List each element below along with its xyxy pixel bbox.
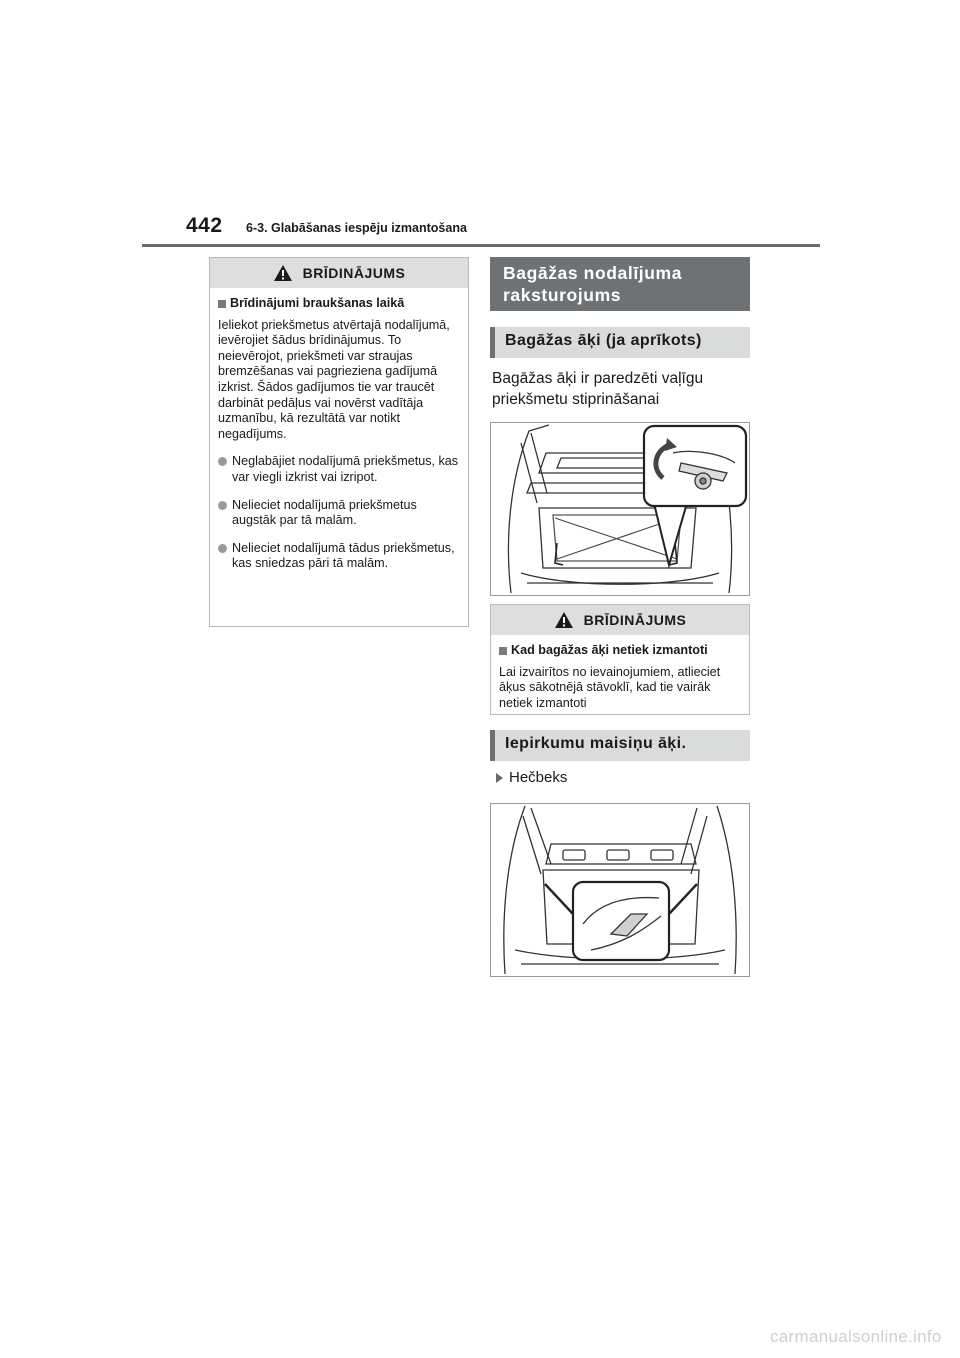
warning-box-left <box>209 257 469 627</box>
warning-box-right <box>490 604 750 715</box>
warning-bullet-text: Nelieciet nodalījumā priekšmetus augstāk par tā malām. <box>232 497 417 528</box>
square-bullet-icon <box>499 647 507 655</box>
warning-header <box>210 258 468 288</box>
square-bullet-icon <box>218 300 226 308</box>
warning-body <box>210 288 468 584</box>
warning-title: BRĪDINĀJUMS <box>583 612 687 628</box>
trunk-hooks-illustration <box>490 422 750 596</box>
warning-subheading-text: Brīdinājumi braukšanas laikā <box>230 296 405 310</box>
warning-text: Ieliekot priekšmetus atvērtajā nodalījumā, ievērojiet šādus brīdinājumus. To neievērojot, priekšmeti var straujas bremzēšanas vai pagrieziena gadījumā izkrist. Šādos gadījumos tie var traucēt darbināt pedāļus vai novērst vadītāja uzmanību, kā rezultātā var notikt negadījums. <box>218 317 450 441</box>
watermark: carmanualsonline.info <box>770 1327 942 1346</box>
warning-bullet <box>218 454 461 485</box>
warning-bullet-text: Neglabājiet nodalījumā priekšmetus, kas var viegli izkrist vai izripot. <box>232 454 459 484</box>
warning-subheading-text: Kad bagāžas āķi netiek izmantoti <box>511 643 708 657</box>
circle-bullet-icon <box>218 544 227 553</box>
warning-title: BRĪDINĀJUMS <box>302 265 406 281</box>
warning-bullet <box>218 541 461 572</box>
bag-hooks-drawing <box>491 804 749 976</box>
circle-bullet-icon <box>218 457 227 466</box>
header-rule <box>142 244 820 247</box>
warning-subheading <box>218 296 461 312</box>
main-heading: Bagāžas nodalījuma raksturojums <box>490 257 750 311</box>
warning-body <box>491 635 749 719</box>
hatchback-label: Hečbeks <box>509 769 568 786</box>
hooks-description: Bagāžas āķi ir paredzēti vaļīgu priekšmetu stiprināšanai <box>492 370 704 408</box>
page-number: 442 <box>186 214 223 237</box>
warning-text: Lai izvairītos no ievainojumiem, atlieciet āķus sākotnējā stāvoklī, kad tie vairāk netiek izmantoti <box>499 664 721 710</box>
hooks-heading: Bagāžas āķi (ja aprīkots) <box>490 327 750 358</box>
bag-hooks-heading: Iepirkumu maisiņu āķi. <box>490 730 750 761</box>
warning-bullet-text: Nelieciet nodalījumā tādus priekšmetus, kas sniedzas pāri tā malām. <box>232 540 455 571</box>
warning-subheading <box>499 643 742 659</box>
circle-bullet-icon <box>218 501 227 510</box>
bag-hooks-illustration <box>490 803 750 977</box>
warning-triangle-icon <box>554 611 574 629</box>
warning-bullet <box>218 498 461 529</box>
warning-triangle-icon <box>273 264 293 282</box>
trunk-hooks-drawing <box>491 423 749 595</box>
section-title: 6-3. Glabāšanas iespēju izmantošana <box>246 221 467 235</box>
warning-header <box>491 605 749 635</box>
hatchback-item <box>496 769 567 786</box>
triangle-bullet-icon <box>496 773 503 783</box>
